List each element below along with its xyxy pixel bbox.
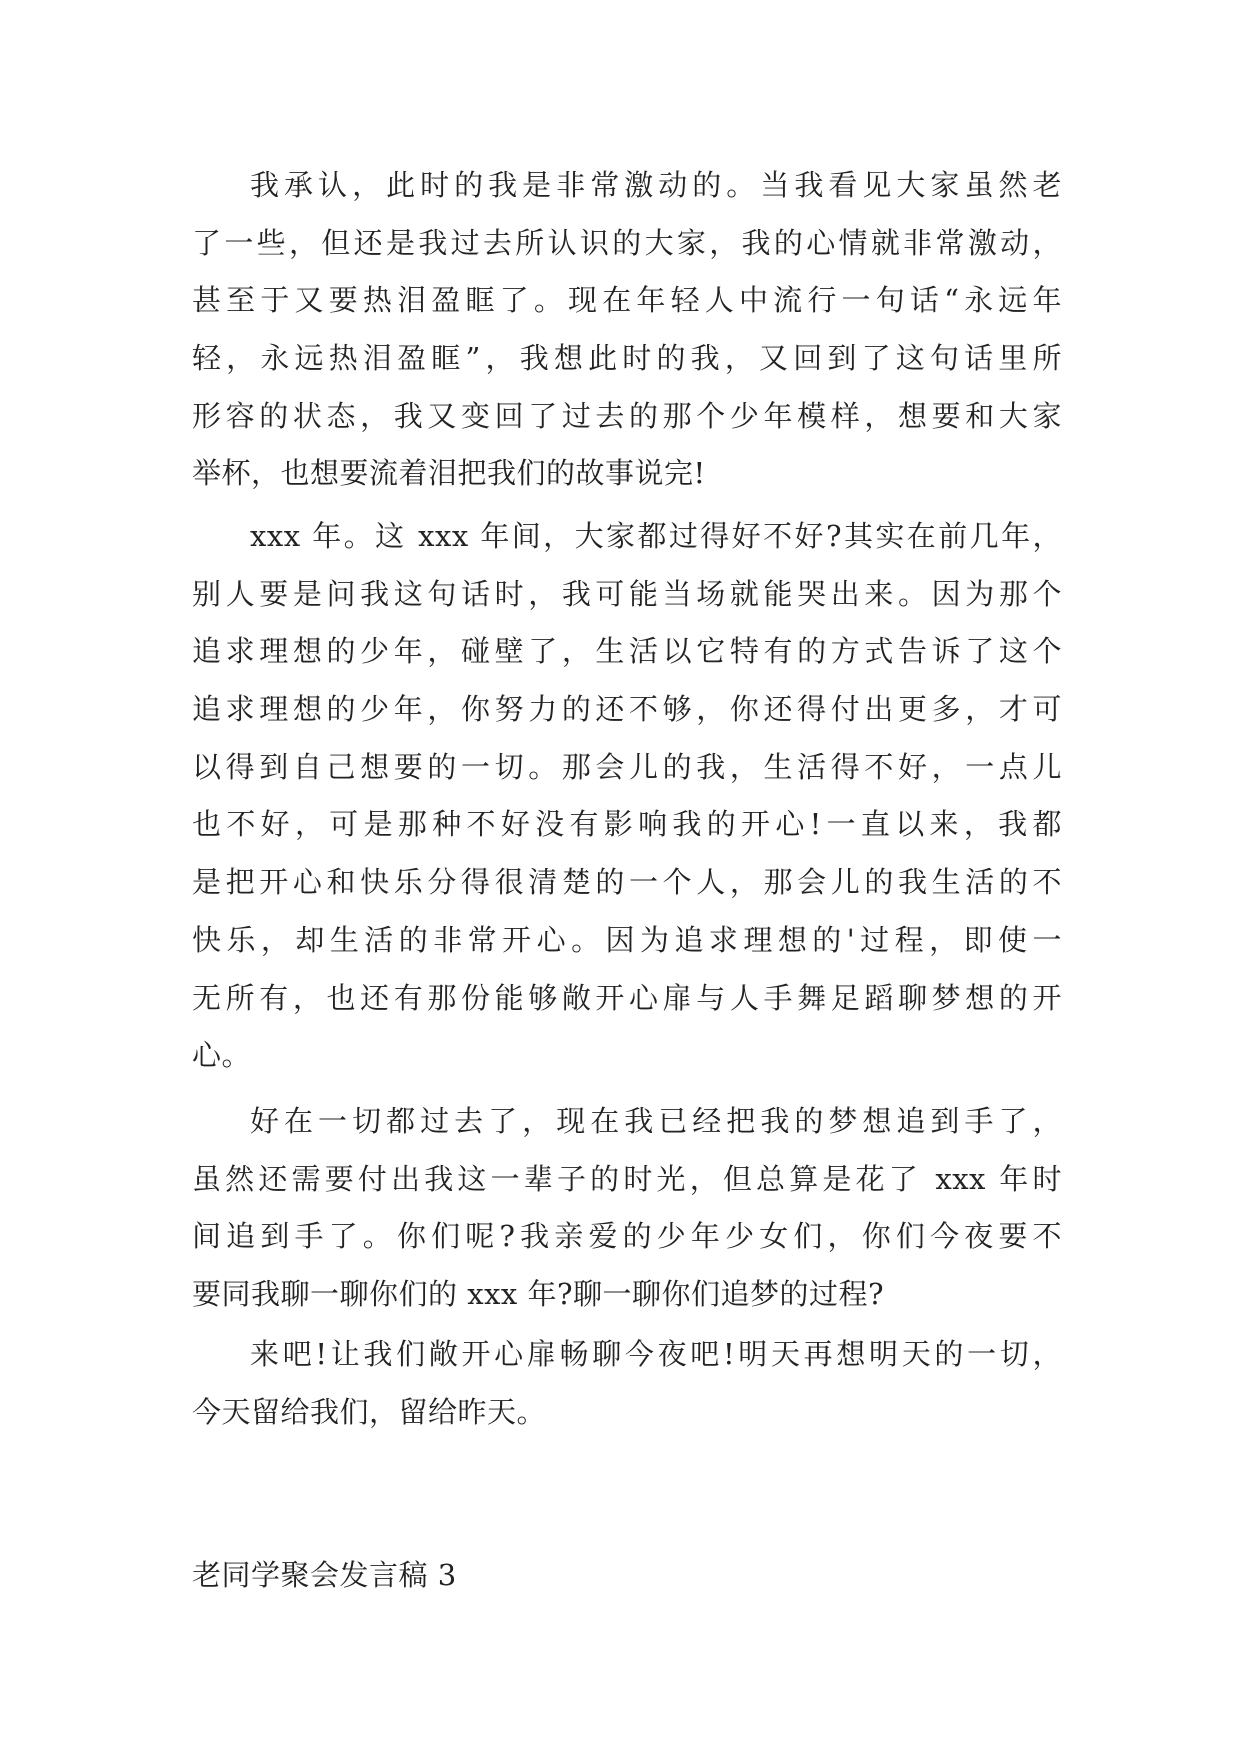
paragraph-line: 举杯，也想要流着泪把我们的故事说完!: [192, 456, 706, 491]
paragraph-line: 是把开心和快乐分得很清楚的一个人，那会儿的我生活的不: [192, 865, 1062, 900]
paragraph-line: 快乐，却生活的非常开心。因为追求理想的'过程，即使一: [192, 922, 1062, 957]
paragraph-1: [192, 157, 1062, 503]
paragraph-line: 也不好，可是那种不好没有影响我的开心!一直以来，我都: [192, 807, 1062, 842]
paragraph-line: 要同我聊一聊你们的 xxx 年?聊一聊你们追梦的过程?: [192, 1277, 885, 1312]
paragraph-3: [192, 1093, 1062, 1324]
paragraph-line: 间追到手了。你们呢?我亲爱的少年少女们，你们今夜要不: [192, 1219, 1062, 1254]
section-heading: 老同学聚会发言稿 3: [192, 1558, 457, 1592]
paragraph-line: 轻，永远热泪盈眶”，我想此时的我，又回到了这句话里所: [192, 341, 1062, 376]
paragraph-line: 追求理想的少年，碰壁了，生活以它特有的方式告诉了这个: [192, 634, 1062, 669]
paragraph-line: 心。: [192, 1038, 252, 1073]
paragraph-line: 我承认，此时的我是非常激动的。当我看见大家虽然老: [250, 168, 1062, 202]
paragraph-line: 无所有，也还有那份能够敞开心扉与人手舞足蹈聊梦想的开: [192, 980, 1062, 1015]
paragraph-line: 好在一切都过去了，现在我已经把我的梦想追到手了，: [250, 1104, 1062, 1138]
paragraph-2: [192, 508, 1062, 1085]
paragraph-line: 形容的状态，我又变回了过去的那个少年模样，想要和大家: [192, 398, 1062, 433]
paragraph-line: 了一些，但还是我过去所认识的大家，我的心情就非常激动，: [192, 225, 1062, 260]
paragraph-line: 别人要是问我这句话时，我可能当场就能哭出来。因为那个: [192, 576, 1062, 611]
paragraph-line: 虽然还需要付出我这一辈子的时光，但总算是花了 xxx 年时: [192, 1161, 1062, 1196]
paragraph-line: 追求理想的少年，你努力的还不够，你还得付出更多，才可: [192, 692, 1062, 727]
paragraph-line: 今天留给我们，留给昨天。: [192, 1394, 547, 1429]
paragraph-line: 来吧!让我们敞开心扉畅聊今夜吧!明天再想明天的一切，: [250, 1337, 1062, 1371]
paragraph-line: 以得到自己想要的一切。那会儿的我，生活得不好，一点儿: [192, 749, 1062, 784]
paragraph-line: 甚至于又要热泪盈眶了。现在年轻人中流行一句话“永远年: [192, 283, 1062, 318]
paragraph-line: xxx 年。这 xxx 年间，大家都过得好不好?其实在前几年，: [250, 519, 1062, 553]
paragraph-4: [192, 1326, 1062, 1441]
